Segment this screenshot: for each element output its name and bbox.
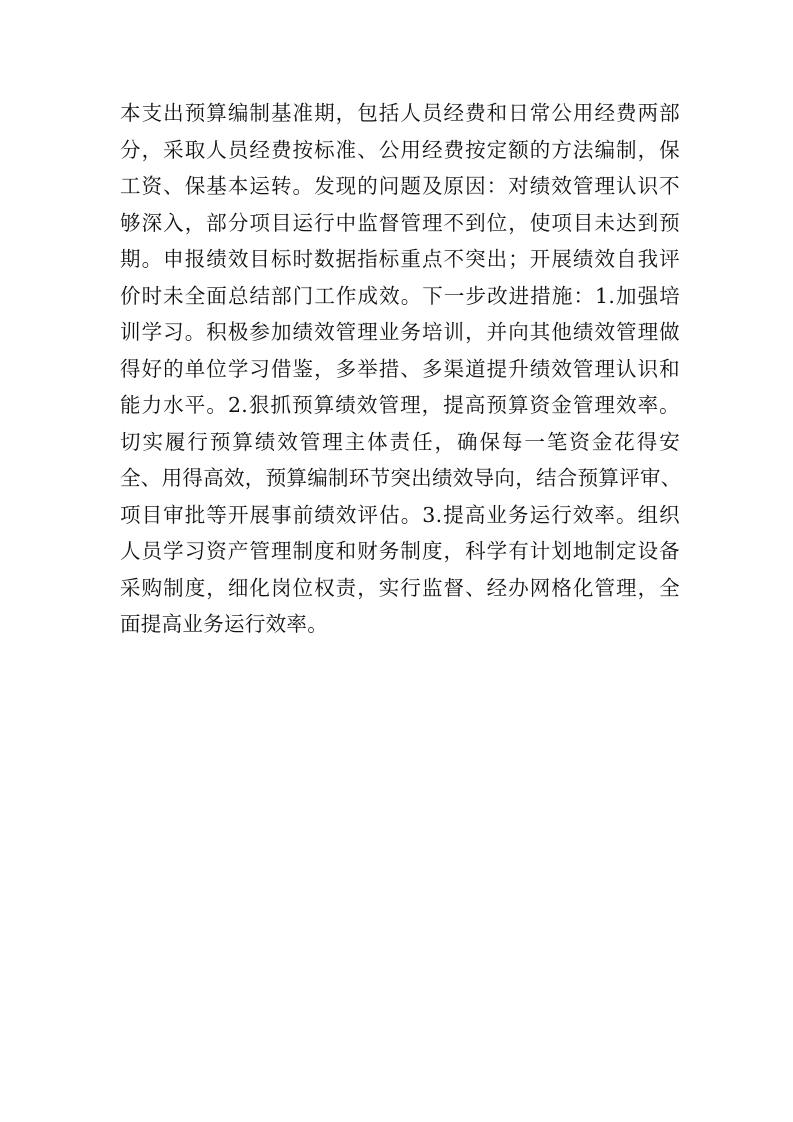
paragraph-line: 够深入，部分项目运行中监督管理不到位，使项目未达到预 [120,210,680,235]
paragraph-line: 训学习。积极参加绩效管理业务培训，并向其他绩效管理做 [120,320,680,344]
paragraph-line: 本支出预算编制基准期，包括人员经费和日常公用经费两部 [120,101,680,125]
paragraph-line: 工资、保基本运转。发现的问题及原因：对绩效管理认识不 [120,174,680,198]
paragraph-line: 能力水平。2.狠抓预算绩效管理，提高预算资金管理效率。 [120,393,680,417]
paragraph-line: 项目审批等开展事前绩效评估。3.提高业务运行效率。组织 [120,502,680,527]
paragraph-line: 分，采取人员经费按标准、公用经费按定额的方法编制，保 [120,137,680,162]
paragraph-line: 切实履行预算绩效管理主体责任，确保每一笔资金花得安 [120,429,680,454]
paragraph-line: 得好的单位学习借鉴，多举措、多渠道提升绩效管理认识和 [120,356,680,381]
paragraph-line: 期。申报绩效目标时数据指标重点不突出；开展绩效自我评 [120,247,680,271]
paragraph-line: 价时未全面总结部门工作成效。下一步改进措施：1.加强培 [120,283,680,308]
paragraph-line: 全、用得高效，预算编制环节突出绩效导向，结合预算评审、 [120,466,682,490]
paragraph-line: 采购制度，细化岗位权责，实行监督、经办网格化管理，全 [120,575,680,600]
paragraph-line: 面提高业务运行效率。 [120,612,328,636]
paragraph-line: 人员学习资产管理制度和财务制度，科学有计划地制定设备 [120,539,680,563]
body-paragraph [120,95,680,643]
